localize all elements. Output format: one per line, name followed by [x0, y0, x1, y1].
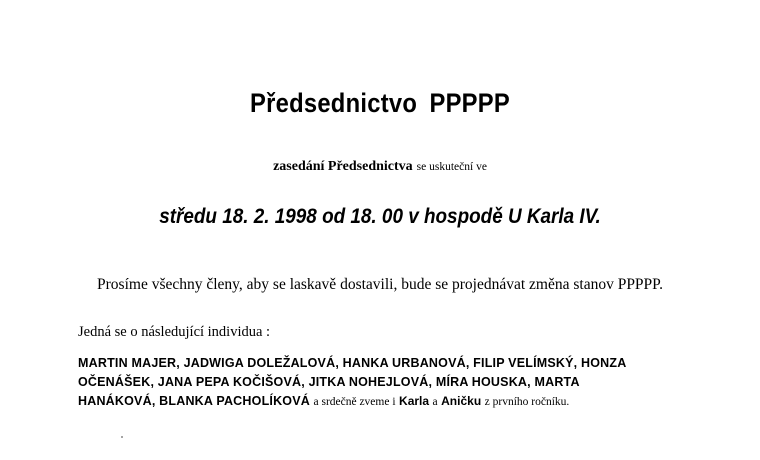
intro-line: Jedná se o následující individua :: [78, 324, 271, 340]
meeting-normal-text: se uskuteční ve: [416, 161, 487, 173]
invite-text-3: z prvního ročníku.: [484, 396, 570, 408]
invite-text-1: a srdečně zveme i: [313, 396, 396, 408]
meeting-date-line: středu 18. 2. 1998 od 18. 00 v hospodě U Karla IV.: [159, 205, 601, 228]
names-line-2: OČENÁŠEK, JANA PEPA KOČIŠOVÁ, JITKA NOHEJLOVÁ, MÍRA HOUSKA, MARTA: [78, 375, 580, 389]
meeting-announcement: [0, 157, 760, 175]
request-paragraph: Prosíme všechny členy, aby se laskavě dostavili, bude se projednávat změna stanov PPPPP.: [97, 276, 663, 293]
title-word-ppppp: PPPPP: [429, 88, 511, 118]
meeting-bold-text: zasedání Předsednictva: [273, 159, 413, 174]
names-line-1: MARTIN MAJER, JADWIGA DOLEŽALOVÁ, HANKA URBANOVÁ, FILIP VELÍMSKÝ, HONZA: [78, 356, 627, 370]
guest-name-karel: Karla: [399, 394, 430, 408]
member-names: [78, 354, 698, 412]
names-line-3: [78, 392, 698, 412]
scan-speck: [121, 436, 123, 438]
document-title: [46, 88, 715, 119]
guest-name-anicka: Aničku: [441, 394, 482, 408]
title-word-presidium: Předsednictvo: [249, 88, 418, 118]
invite-text-2: a: [432, 396, 438, 408]
names-line-3-caps: HANÁKOVÁ, BLANKA PACHOLÍKOVÁ: [78, 394, 310, 408]
